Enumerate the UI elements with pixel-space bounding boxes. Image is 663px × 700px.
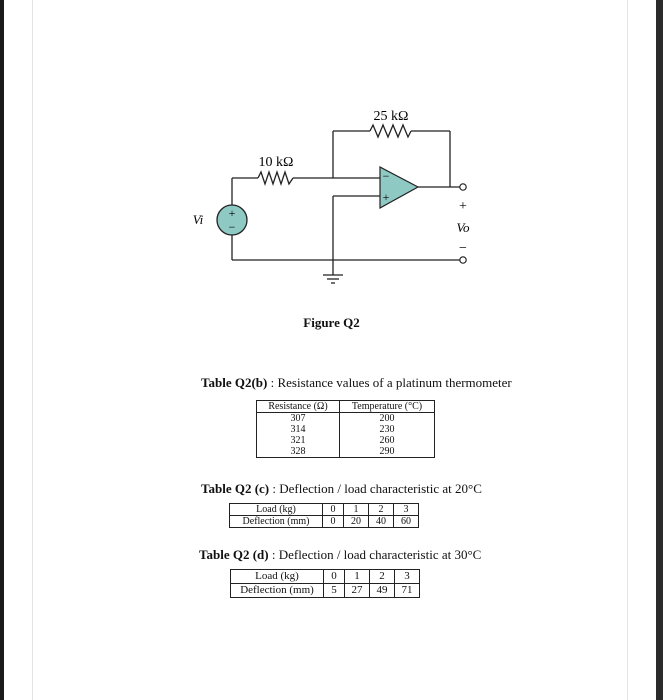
table-cell: 0 [324,570,345,584]
table-b-caption-title: Table Q2(b) [201,375,268,390]
table-cell: 71 [395,584,420,598]
table-cell: 0 [323,516,344,528]
table-d-caption-text: : Deflection / load characteristic at 30°C [268,547,482,562]
table-cell: 3 [395,570,420,584]
source-plus-sign: + [228,206,236,220]
table-cell: 290 [340,446,435,458]
output-terminal-minus [460,257,466,263]
table-d [230,569,420,598]
table-cell: 2 [370,570,395,584]
table-row [231,570,420,584]
table-d-caption-title: Table Q2 (d) [199,547,269,562]
table-b-header: Temperature (°C) [340,401,435,413]
table-cell: 1 [345,570,370,584]
input-resistor-label: 10 kΩ [258,155,294,170]
table-row [257,413,435,425]
table-cell: 328 [257,446,340,458]
table-cell: 0 [323,504,344,516]
table-b-caption-text: : Resistance values of a platinum thermometer [267,375,512,390]
source-minus-sign: − [228,220,236,234]
table-d-caption [199,547,481,563]
table-cell: 27 [345,584,370,598]
table-row [231,584,420,598]
table-cell: 307 [257,413,340,425]
opamp-plus-sign: + [382,190,390,204]
table-c-caption [201,481,482,497]
output-terminal-plus [460,184,466,190]
table-c-caption-title: Table Q2 (c) [201,481,270,496]
table-row [257,435,435,446]
table-cell: 260 [340,435,435,446]
table-cell: 3 [394,504,419,516]
table-cell: 49 [370,584,395,598]
figure-caption: Figure Q2 [303,315,360,330]
table-cell: 314 [257,424,340,435]
table-b-header: Resistance (Ω) [257,401,340,413]
table-c [229,503,419,528]
table-cell: 230 [340,424,435,435]
feedback-resistor-label: 25 kΩ [373,109,409,124]
table-cell: 5 [324,584,345,598]
table-b-caption [201,375,512,391]
table-b [256,400,435,458]
table-cell: 200 [340,413,435,425]
table-row [230,516,419,528]
table-row [230,504,419,516]
output-minus-sign: − [459,241,467,256]
output-plus-sign: + [459,199,467,214]
table-cell: 60 [394,516,419,528]
table-row [257,446,435,458]
output-voltage-label: Vo [456,220,470,235]
table-cell: 321 [257,435,340,446]
table-c-caption-text: : Deflection / load characteristic at 20°C [269,481,482,496]
table-row [257,424,435,435]
opamp-minus-sign: − [382,169,390,183]
input-voltage-label: Vi [192,212,204,227]
table-cell: Deflection (mm) [231,584,324,598]
circuit-diagram [0,0,663,310]
table-cell: 1 [344,504,369,516]
table-cell: 20 [344,516,369,528]
table-cell: Load (kg) [231,570,324,584]
table-cell: 40 [369,516,394,528]
table-cell: Load (kg) [230,504,323,516]
table-cell: 2 [369,504,394,516]
table-cell: Deflection (mm) [230,516,323,528]
